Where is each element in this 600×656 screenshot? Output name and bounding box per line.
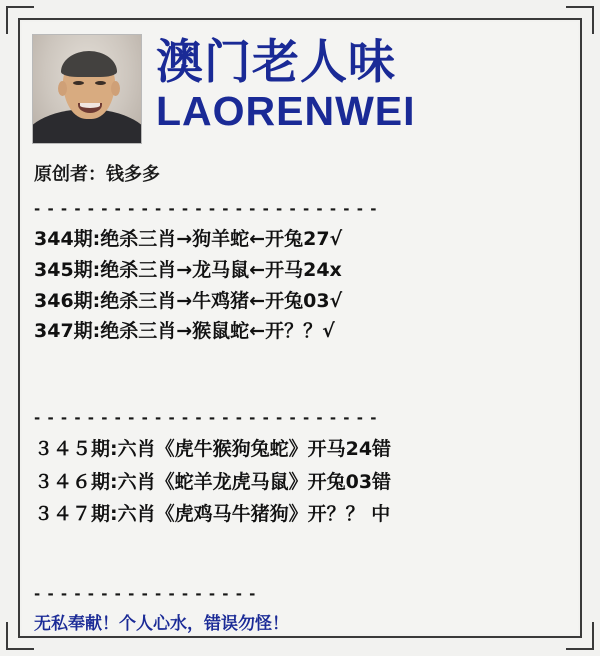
list-item: 346期:绝杀三肖→牛鸡猪←开兔03√ — [34, 289, 343, 312]
spacer-two — [22, 531, 578, 571]
title-group — [156, 34, 416, 135]
list-item: ３４５期:六肖《虎牛猴狗兔蛇》开马24错 — [34, 438, 392, 461]
divider-three: - - - - - - - - - - - - - - - - - — [34, 585, 257, 604]
list-item: ３４７期:六肖《虎鸡马牛猪狗》开？？ 中 — [34, 503, 391, 526]
portrait-teeth — [80, 103, 100, 108]
frame-line-right — [580, 18, 582, 638]
portrait-ear-right — [111, 81, 120, 96]
spacer-one — [22, 347, 578, 395]
frame-line-left — [18, 18, 20, 638]
list-item: 344期:绝杀三肖→狗羊蛇←开兔27√ — [34, 228, 343, 250]
list-item: ３４６期:六肖《蛇羊龙虎马鼠》开兔03错 — [34, 470, 392, 493]
footer-note: 无私奉献！个人心水，错误勿怪！ — [34, 614, 289, 635]
portrait-photo — [32, 34, 142, 144]
poster-header — [22, 22, 578, 144]
title-chinese: 澳门老人味 — [156, 35, 396, 90]
frame-line-top — [18, 18, 582, 20]
portrait-eye-right — [95, 81, 106, 85]
author-line: 原创者：钱多多 — [34, 164, 160, 185]
title-english: LAORENWEI — [156, 88, 416, 135]
predictions-block-a — [22, 224, 578, 347]
list-item: 345期:绝杀三肖→龙马鼠←开马24x — [34, 258, 342, 281]
divider-one: - - - - - - - - - - - - - - - - - - - - - - - - - - — [34, 200, 378, 218]
frame-line-bottom — [18, 636, 582, 638]
list-item: 347期:绝杀三肖→猴鼠蛇←开？？√ — [34, 320, 335, 343]
predictions-block-b — [22, 433, 578, 531]
divider-two: - - - - - - - - - - - - - - - - - - - - - - - - - - — [34, 409, 378, 428]
portrait-ear-left — [58, 81, 67, 96]
poster-content — [22, 22, 578, 634]
portrait-eye-left — [73, 81, 84, 85]
